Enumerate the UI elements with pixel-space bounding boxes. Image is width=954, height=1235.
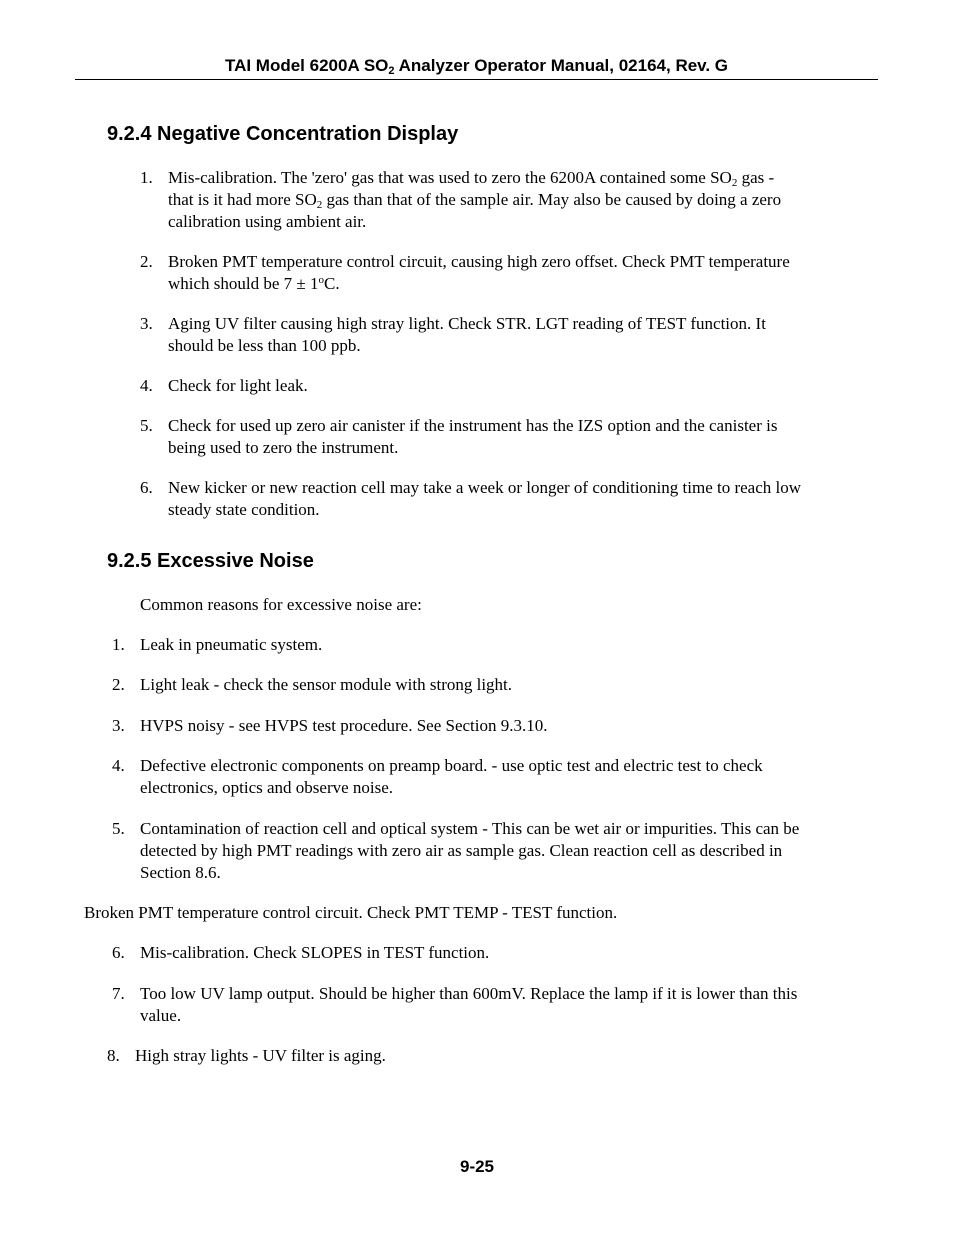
list-item-text: being used to zero the instrument. xyxy=(168,438,399,457)
list-item-text: Aging UV filter causing high stray light. Check STR. LGT reading of TEST function. It xyxy=(168,314,766,333)
list-item-text: Mis-calibration. The 'zero' gas that was used to zero the 6200A contained some SO xyxy=(168,168,732,187)
list-item-number: 4. xyxy=(112,756,125,775)
page-number: 9-25 xyxy=(459,1157,495,1176)
list-item-number: 4. xyxy=(140,376,153,395)
list-item-text: steady state condition. xyxy=(168,500,320,519)
list-item-number: 5. xyxy=(140,416,153,435)
list-item-text: Contamination of reaction cell and optical system - This can be wet air or impurities. This can be xyxy=(140,819,800,838)
list-item-number: 2. xyxy=(140,252,153,271)
so2-subscript: 2 xyxy=(731,177,738,189)
list-item-text: New kicker or new reaction cell may take a week or longer of conditioning time to reach low xyxy=(168,478,802,497)
list-item-text: that is it had more SO xyxy=(168,190,317,209)
list-item-number: 3. xyxy=(140,314,153,333)
list-item-text: calibration using ambient air. xyxy=(168,212,367,231)
list-item-text: detected by high PMT readings with zero air as sample gas. Clean reaction cell as described in xyxy=(140,841,783,860)
list-item-text: High stray lights - UV filter is aging. xyxy=(135,1046,386,1065)
section-924-heading: 9.2.4 Negative Concentration Display xyxy=(107,123,459,145)
header-title-suffix: Analyzer Operator Manual, 02164, Rev. G xyxy=(394,56,729,75)
page-header-title xyxy=(75,56,878,76)
header-divider xyxy=(75,79,878,80)
list-item-text: Check for used up zero air canister if the instrument has the IZS option and the canister is xyxy=(168,416,778,435)
list-item-text: C. xyxy=(324,274,340,293)
header-title-subscript: 2 xyxy=(388,65,395,77)
unnumbered-paragraph: Broken PMT temperature control circuit. Check PMT TEMP - TEST function. xyxy=(84,903,618,922)
header-title-prefix: TAI Model 6200A SO xyxy=(224,56,389,75)
list-item-text: Too low UV lamp output. Should be higher than 600mV. Replace the lamp if it is lower than this xyxy=(140,984,798,1003)
degree-superscript: o xyxy=(318,274,325,286)
list-item-number: 2. xyxy=(112,675,125,694)
list-item-text: which should be 7 ± 1 xyxy=(168,274,319,293)
list-item-text: Light leak - check the sensor module with strong light. xyxy=(140,675,513,694)
list-item-text: Mis-calibration. Check SLOPES in TEST function. xyxy=(140,943,490,962)
so2-subscript: 2 xyxy=(316,199,323,211)
list-item-text: Section 8.6. xyxy=(140,863,221,882)
list-item-text: Defective electronic components on preamp board. - use optic test and electric test to check xyxy=(140,756,763,775)
list-item-number: 3. xyxy=(112,716,125,735)
list-item-number: 6. xyxy=(140,478,153,497)
section-925-heading: 9.2.5 Excessive Noise xyxy=(107,550,314,572)
list-item-text: Check for light leak. xyxy=(168,376,308,395)
list-item-number: 5. xyxy=(112,819,125,838)
list-item-text: electronics, optics and observe noise. xyxy=(140,778,394,797)
list-item-text: gas than that of the sample air. May also be caused by doing a zero xyxy=(322,190,782,209)
list-item-text: HVPS noisy - see HVPS test procedure. See Section 9.3.10. xyxy=(140,716,548,735)
list-item-number: 1. xyxy=(140,168,153,187)
list-item-number: 6. xyxy=(112,943,125,962)
list-item-text: gas - xyxy=(737,168,775,187)
list-item-text: Leak in pneumatic system. xyxy=(140,635,323,654)
list-item-number: 1. xyxy=(112,635,125,654)
list-item-text: Broken PMT temperature control circuit, causing high zero offset. Check PMT temperature xyxy=(168,252,790,271)
list-item-text: value. xyxy=(140,1006,182,1025)
list-item-number: 8. xyxy=(107,1046,120,1065)
list-item-text: should be less than 100 ppb. xyxy=(168,336,361,355)
section-925-intro: Common reasons for excessive noise are: xyxy=(140,595,422,614)
list-item-number: 7. xyxy=(112,984,125,1003)
